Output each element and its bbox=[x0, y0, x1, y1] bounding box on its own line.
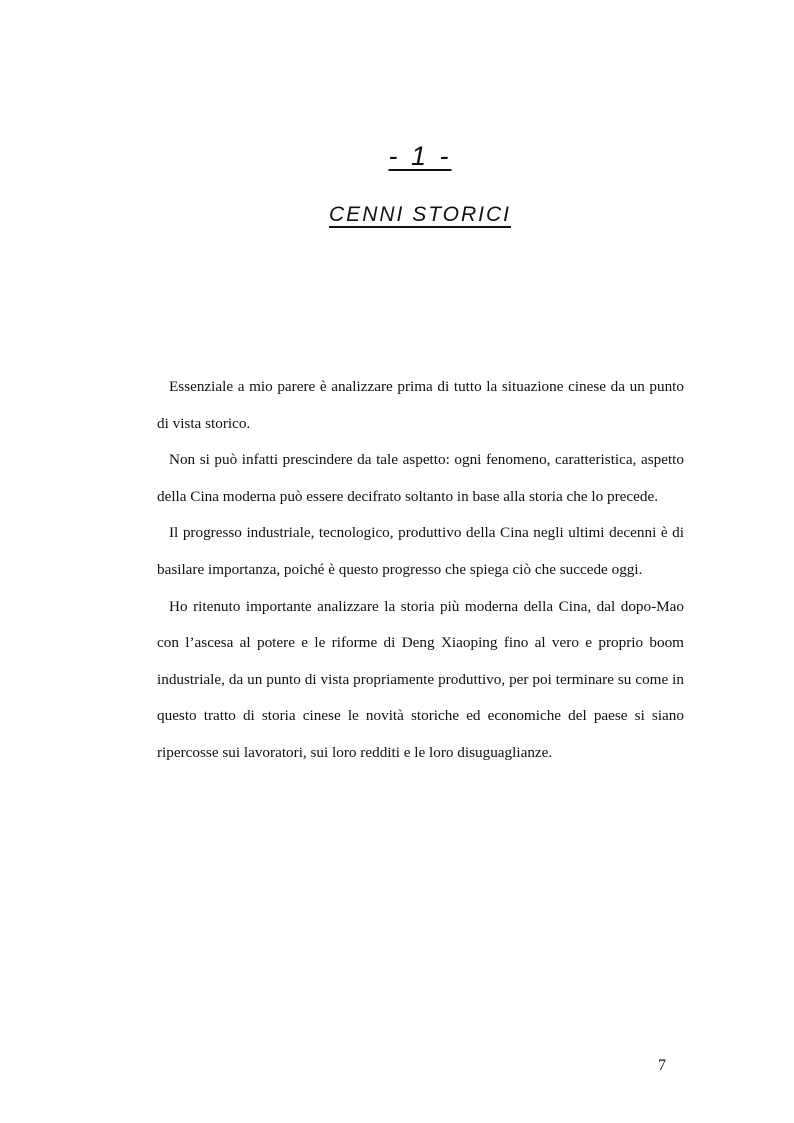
paragraph: Essenziale a mio parere è analizzare prima di tutto la situazione cinese da un punto di vista storico. bbox=[157, 378, 684, 432]
paragraph: Ho ritenuto importante analizzare la storia più moderna della Cina, dal dopo-Mao con l’ascesa al potere e le riforme di Deng Xiaoping fino al vero e proprio boom industriale, da un punto di vista propriamente produttivo, per poi terminare su come in questo tratto di storia cinese le novità storiche ed economiche del paese si siano ripercosse sui lavoratori, sui loro redditi e le loro disuguaglianze. bbox=[157, 597, 684, 761]
chapter-title: CENNI STORICI bbox=[329, 203, 511, 226]
paragraph: Non si può infatti prescindere da tale aspetto: ogni fenomeno, caratteristica, aspetto della Cina moderna può essere decifrato soltanto in base alla storia che lo precede. bbox=[157, 451, 684, 505]
body-text bbox=[157, 369, 684, 772]
chapter-number: - 1 - bbox=[388, 141, 452, 171]
paragraph: Il progresso industriale, tecnologico, produttivo della Cina negli ultimi decenni è di basilare importanza, poiché è questo progresso che spiega ciò che succede oggi. bbox=[157, 524, 684, 578]
page-number: 7 bbox=[658, 1057, 666, 1074]
